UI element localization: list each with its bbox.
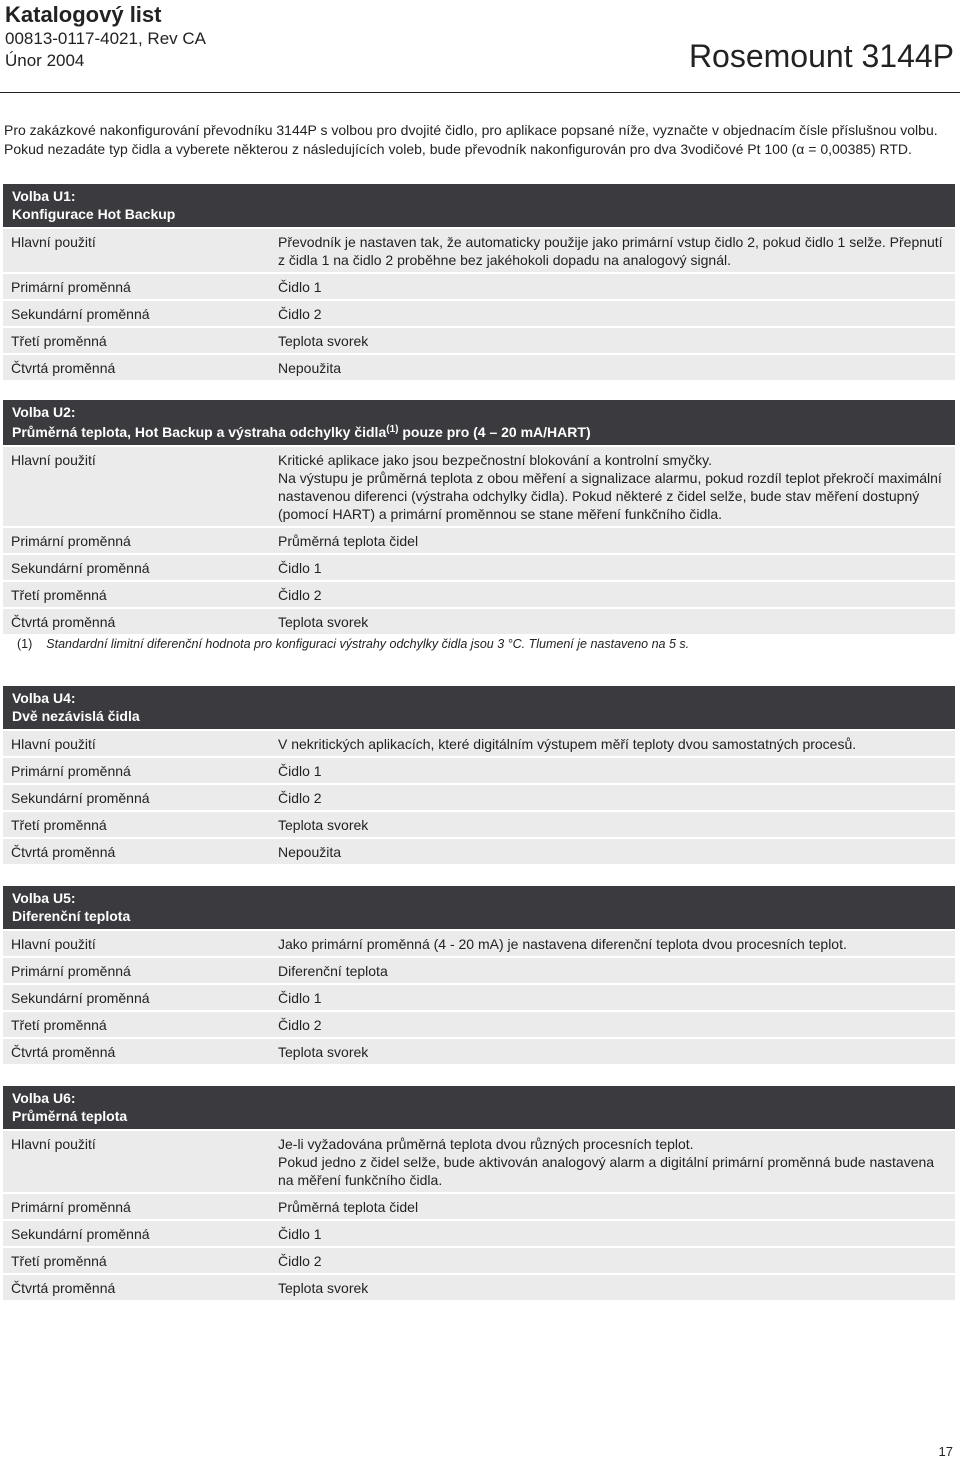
label-third: Třetí proměnná — [11, 1017, 107, 1033]
label-third: Třetí proměnná — [11, 1253, 107, 1269]
option-name: Průměrná teplota — [12, 1108, 128, 1124]
row-third — [3, 326, 955, 353]
row-secondary — [3, 783, 955, 810]
option-name-tail: pouze pro (4 – 20 mA/HART) — [398, 424, 591, 440]
option-code: Volba U4: — [12, 690, 76, 706]
value-secondary: Čidlo 1 — [278, 560, 322, 576]
label-secondary: Sekundární proměnná — [11, 990, 150, 1006]
row-main-use — [3, 729, 955, 756]
document-number: 00813-0117-4021, Rev CA — [5, 29, 206, 48]
value-fourth: Teplota svorek — [278, 614, 369, 630]
row-third — [3, 1010, 955, 1037]
label-secondary: Sekundární proměnná — [11, 1226, 150, 1242]
label-secondary: Sekundární proměnná — [11, 306, 150, 322]
option-u1-header — [3, 184, 955, 227]
row-main-use — [3, 1129, 955, 1192]
value-primary: Čidlo 1 — [278, 763, 322, 779]
value-primary: Čidlo 1 — [278, 279, 322, 295]
value-main-use-line-2: Pokud jedno z čidel selže, bude aktivován analogový alarm a digitální primární proměnná bude nastavena na měření funkčního čidla. — [278, 1154, 935, 1188]
value-secondary: Čidlo 2 — [278, 306, 322, 322]
value-third: Teplota svorek — [278, 817, 369, 833]
label-third: Třetí proměnná — [11, 587, 107, 603]
option-code: Volba U6: — [12, 1090, 76, 1106]
value-main-use — [269, 447, 955, 526]
footnote-number: (1) — [17, 637, 33, 651]
option-u6-table — [3, 1086, 955, 1300]
row-main-use — [3, 445, 955, 526]
value-primary: Průměrná teplota čidel — [278, 533, 419, 549]
option-name: Dvě nezávislá čidla — [12, 708, 140, 724]
value-fourth: Teplota svorek — [278, 1044, 369, 1060]
label-fourth: Čtvrtá proměnná — [11, 1280, 116, 1296]
header-divider — [0, 92, 960, 93]
intro-paragraph: Pro zakázkové nakonfigurování převodníku 3144P s volbou pro dvojité čidlo, pro aplikace popsané níže, vyznačte v objednacím čísle příslušnou volbu. Pokud nezadáte typ čidla a vyberete některou z následujících voleb, bude převodník nakonfigurován pro dva 3vodičové Pt 100 (α = 0,00385) RTD. — [4, 122, 938, 157]
row-main-use — [3, 227, 955, 272]
row-main-use — [3, 929, 955, 956]
row-primary — [3, 1192, 955, 1219]
label-secondary: Sekundární proměnná — [11, 560, 150, 576]
value-secondary: Čidlo 1 — [278, 990, 322, 1006]
label-primary: Primární proměnná — [11, 1199, 131, 1215]
row-fourth — [3, 1273, 955, 1300]
row-primary — [3, 956, 955, 983]
value-fourth: Nepoužita — [278, 844, 342, 860]
value-main-use: Jako primární proměnná (4 - 20 mA) je nastavena diferenční teplota dvou procesních teplot. — [278, 936, 847, 952]
value-fourth: Teplota svorek — [278, 1280, 369, 1296]
page-number: 17 — [938, 1444, 953, 1459]
value-main-use-line-1: Kritické aplikace jako jsou bezpečnostní blokování a kontrolní smyčky. — [278, 452, 712, 468]
label-primary: Primární proměnná — [11, 963, 131, 979]
row-primary — [3, 272, 955, 299]
option-u6-header — [3, 1086, 955, 1129]
option-u1-table — [3, 184, 955, 380]
value-main-use — [269, 1131, 955, 1192]
document-header — [5, 2, 206, 72]
value-third: Teplota svorek — [278, 333, 369, 349]
label-secondary: Sekundární proměnná — [11, 790, 150, 806]
label-main-use: Hlavní použití — [11, 452, 96, 468]
value-primary: Diferenční teplota — [278, 963, 388, 979]
option-u2-table — [3, 400, 955, 634]
row-third — [3, 1246, 955, 1273]
row-fourth — [3, 607, 955, 634]
label-fourth: Čtvrtá proměnná — [11, 614, 116, 630]
value-main-use-line-2: Na výstupu je průměrná teplota z obou měření a signalizace alarmu, pokud rozdíl teplot překročí maximální nastavenou diferenci (výstraha odchylky čidla). Pokud některé z čidel selže, bude stav měření dostupný (pomocí HART) a primární proměnnou se stane měření funkčního čidla. — [278, 470, 942, 522]
label-main-use: Hlavní použití — [11, 936, 96, 952]
label-third: Třetí proměnná — [11, 817, 107, 833]
document-date: Únor 2004 — [5, 51, 85, 70]
product-name: Rosemount 3144P — [688, 38, 954, 74]
value-fourth: Nepoužita — [278, 360, 342, 376]
label-fourth: Čtvrtá proměnná — [11, 1044, 116, 1060]
option-name-line — [12, 421, 946, 441]
value-main-use-line-1: Je-li vyžadována průměrná teplota dvou různých procesních teplot. — [278, 1136, 694, 1152]
option-name: Průměrná teplota, Hot Backup a výstraha odchylky čidla — [12, 424, 387, 440]
row-secondary — [3, 983, 955, 1010]
option-u4-header — [3, 686, 955, 729]
value-primary: Průměrná teplota čidel — [278, 1199, 419, 1215]
row-secondary — [3, 1219, 955, 1246]
row-fourth — [3, 353, 955, 380]
option-u4-table — [3, 686, 955, 864]
label-main-use: Hlavní použití — [11, 736, 96, 752]
label-main-use: Hlavní použití — [11, 1136, 96, 1152]
value-third: Čidlo 2 — [278, 587, 322, 603]
option-code: Volba U1: — [12, 188, 76, 204]
row-third — [3, 810, 955, 837]
label-third: Třetí proměnná — [11, 333, 107, 349]
value-third: Čidlo 2 — [278, 1017, 322, 1033]
row-primary — [3, 756, 955, 783]
value-secondary: Čidlo 2 — [278, 790, 322, 806]
row-secondary — [3, 299, 955, 326]
option-name: Diferenční teplota — [12, 908, 131, 924]
option-u5-header — [3, 886, 955, 929]
row-primary — [3, 526, 955, 553]
footnote-text: Standardní limitní diferenční hodnota pro konfiguraci výstrahy odchylky čidla jsou 3 °C. Tlumení je nastaveno na 5 s. — [46, 637, 690, 651]
option-u2-header — [3, 400, 955, 445]
value-main-use: Převodník je nastaven tak, že automaticky použije jako primární vstup čidlo 2, pokud čidlo 1 selže. Přepnutí z čidla 1 na čidlo 2 proběhne bez jakéhokoli dopadu na analogový signál. — [278, 234, 943, 268]
document-type-title: Katalogový list — [5, 2, 162, 27]
footnote — [17, 637, 689, 651]
value-third: Čidlo 2 — [278, 1253, 322, 1269]
footnote-ref: (1) — [386, 424, 399, 435]
value-secondary: Čidlo 1 — [278, 1226, 322, 1242]
row-fourth — [3, 837, 955, 864]
value-main-use: V nekritických aplikacích, které digitálním výstupem měří teploty dvou samostatných procesů. — [278, 736, 857, 752]
label-primary: Primární proměnná — [11, 533, 131, 549]
option-code: Volba U2: — [12, 404, 76, 420]
row-secondary — [3, 553, 955, 580]
option-u5-table — [3, 886, 955, 1064]
option-name: Konfigurace Hot Backup — [12, 206, 176, 222]
label-fourth: Čtvrtá proměnná — [11, 360, 116, 376]
label-fourth: Čtvrtá proměnná — [11, 844, 116, 860]
row-fourth — [3, 1037, 955, 1064]
label-primary: Primární proměnná — [11, 763, 131, 779]
option-code: Volba U5: — [12, 890, 76, 906]
row-third — [3, 580, 955, 607]
label-main-use: Hlavní použití — [11, 234, 96, 250]
label-primary: Primární proměnná — [11, 279, 131, 295]
